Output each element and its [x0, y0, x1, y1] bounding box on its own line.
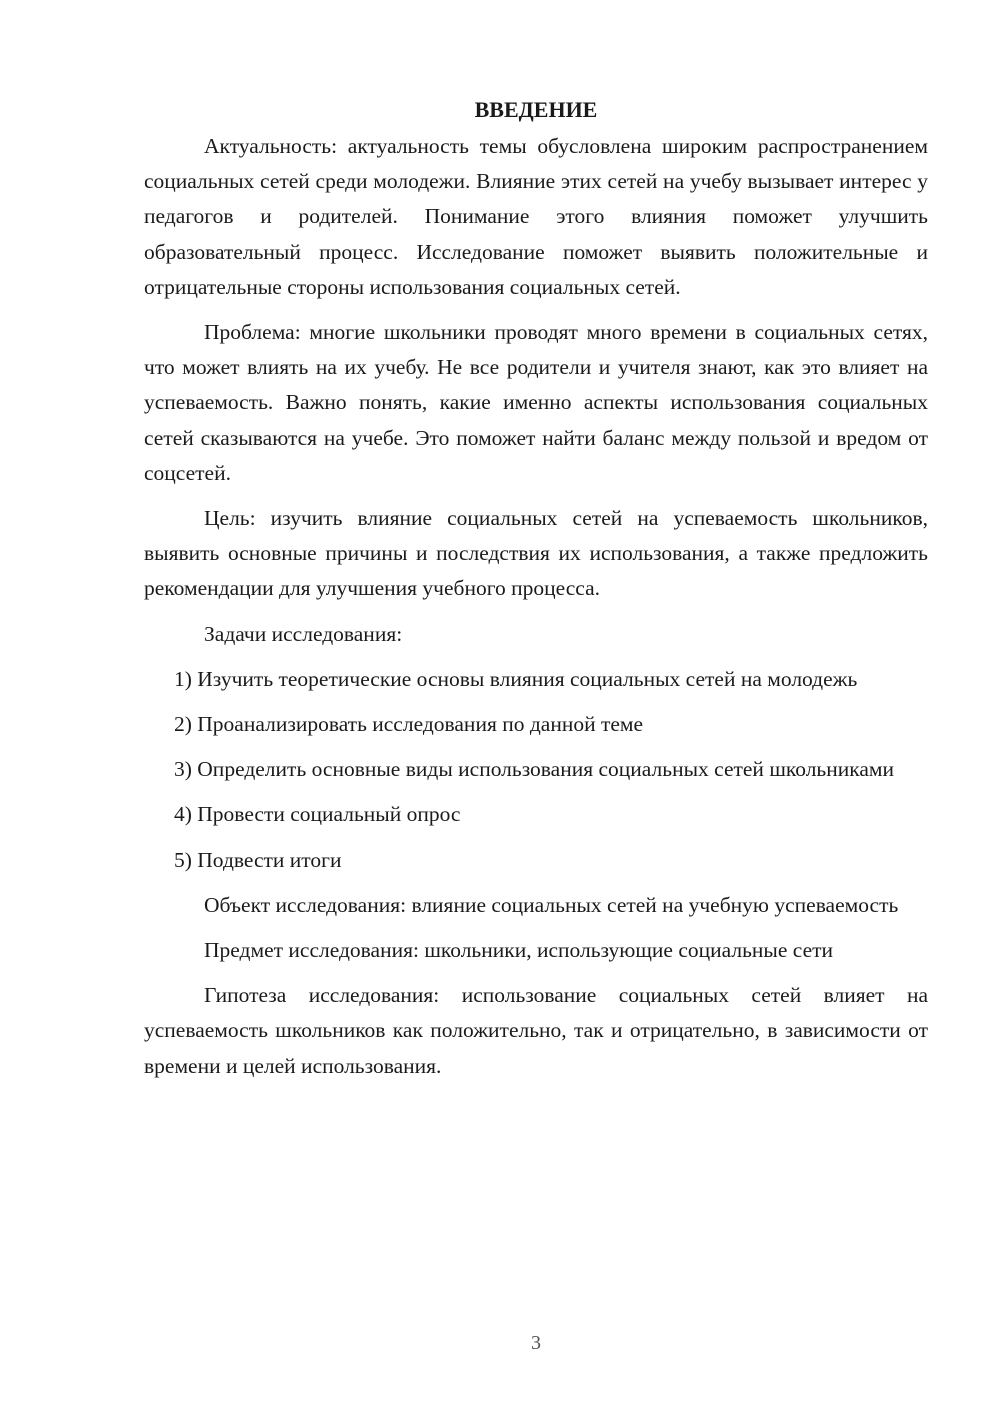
task-item-3: 3) Определить основные виды использования социальных сетей школьниками	[174, 757, 895, 782]
task-item-4: 4) Провести социальный опрос	[174, 802, 461, 827]
paragraph-goal: Цель: изучить влияние социальных сетей на успеваемость школьников, выявить основные причины и последствия их использования, а также предложить рекомендации для улучшения учебного процесса.	[144, 506, 928, 601]
paragraph-relevance: Актуальность: актуальность темы обусловлена широким распространением социальных сетей среди молодежи. Влияние этих сетей на учебу вызывает интерес у педагогов и родителей. Понимание этого влияния поможет улучшить образовательный процесс. Исследование поможет выявить положительные и отрицательные стороны использования социальных сетей.	[144, 134, 928, 299]
paragraph-subject: Предмет исследования: школьники, использующие социальные сети	[204, 938, 834, 963]
page-number: 3	[531, 1332, 541, 1354]
paragraph-problem: Проблема: многие школьники проводят много времени в социальных сетях, что может влиять на их учебу. Не все родители и учителя знают, как это влияет на успеваемость. Важно понять, какие именно аспекты использования социальных сетей сказываются на учебе. Это поможет найти баланс между пользой и вредом от соцсетей.	[144, 320, 928, 485]
section-title: ВВЕДЕНИЕ	[474, 97, 598, 122]
task-item-2: 2) Проанализировать исследования по данной теме	[174, 712, 644, 737]
paragraph-tasks-heading: Задачи исследования:	[204, 621, 403, 646]
paragraph-object: Объект исследования: влияние социальных сетей на учебную успеваемость	[204, 892, 899, 917]
document-page	[144, 92, 928, 1094]
paragraph-hypothesis: Гипотеза исследования: использование социальных сетей влияет на успеваемость школьников как положительно, так и отрицательно, в зависимости от времени и целей использования.	[144, 983, 928, 1078]
task-item-1: 1) Изучить теоретические основы влияния социальных сетей на молодежь	[174, 666, 858, 691]
task-item-5: 5) Подвести итоги	[174, 847, 342, 872]
